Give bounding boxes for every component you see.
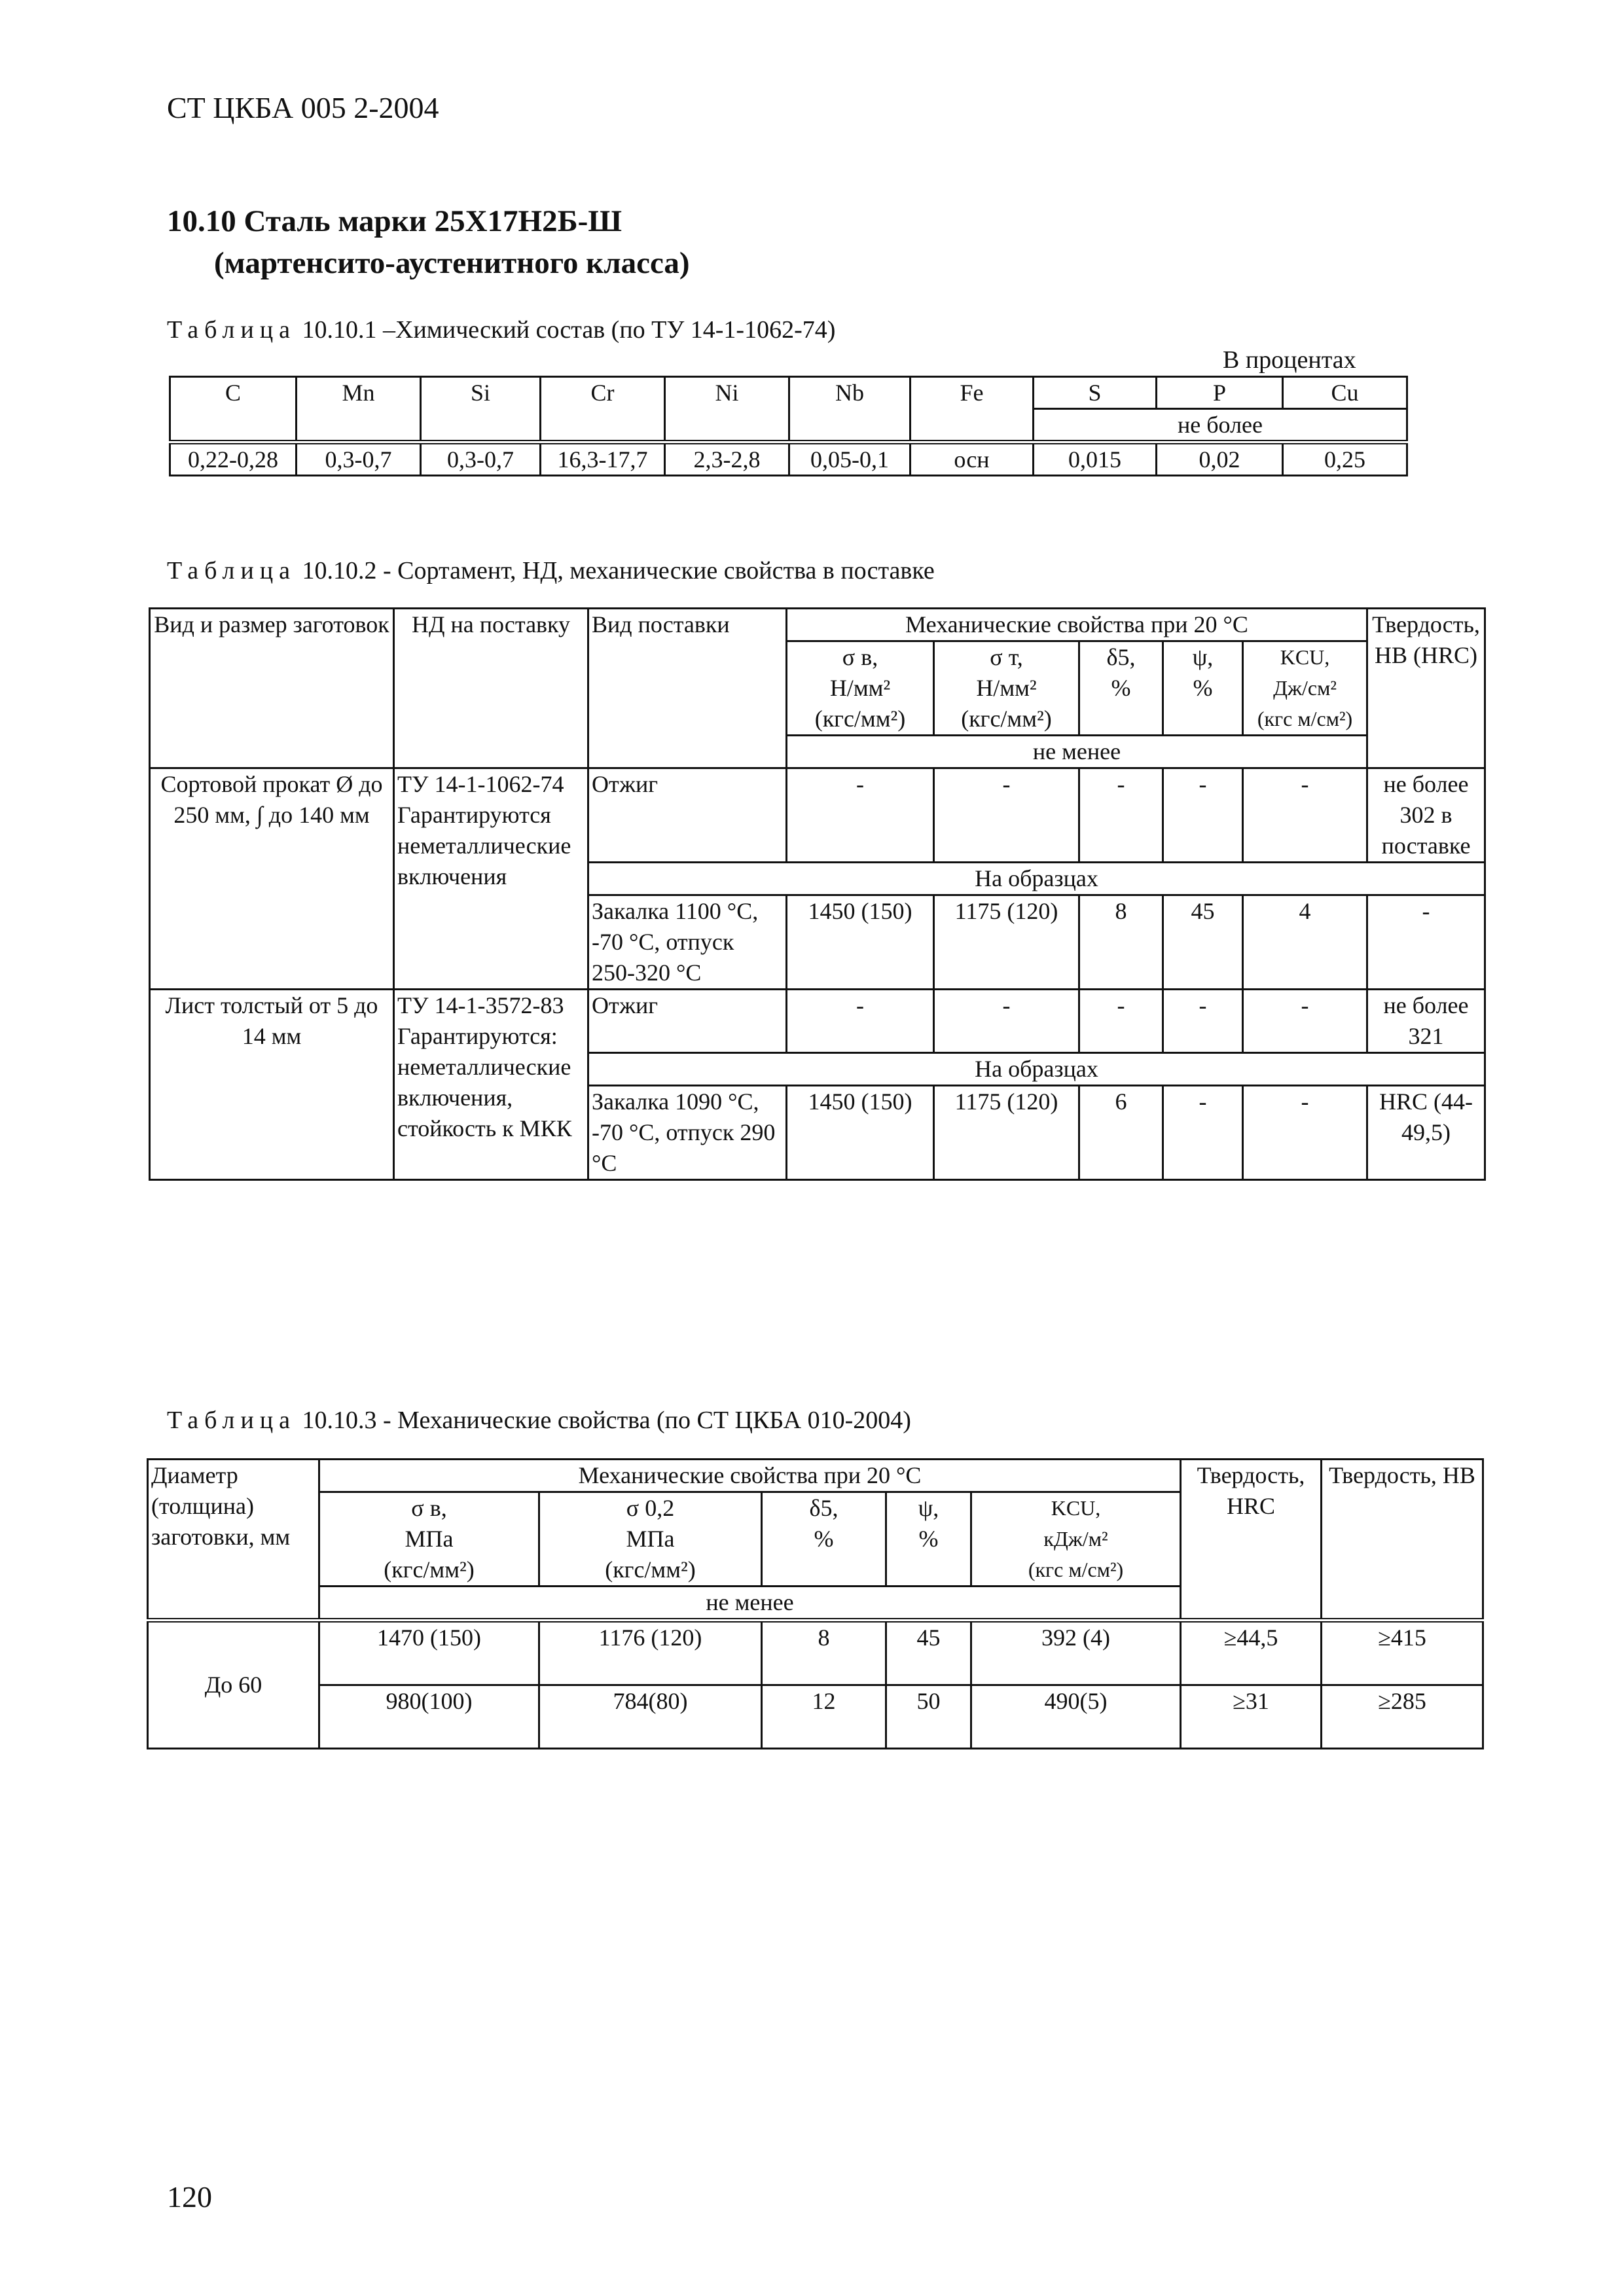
value-cell: - [787,768,934,863]
value-cell: - [934,990,1079,1053]
blank-type-header: Вид и размер заготовок [150,609,394,768]
sigma-b-header: σ в, МПа (кгс/мм²) [319,1492,539,1587]
table1-caption: Таблица 10.10.1 –Химический состав (по ТУ 14-1-1062-74) [167,316,836,344]
value-cell: - [1163,1086,1243,1180]
value-cell: ≥44,5 [1181,1621,1322,1685]
limit-note: не более [1034,409,1407,442]
psi-header: ψ, % [1163,641,1243,736]
nd-cell: ТУ 14-1-3572-83 Гарантируются: неметаллические включения, стойкость к МКК [394,990,588,1180]
assortment-mechanical-table [149,607,1486,1181]
header-cu: Cu [1283,377,1407,409]
value-cell: - [1243,990,1367,1053]
delta-header: δ5, % [1079,641,1163,736]
value-cell: 784(80) [539,1685,762,1749]
value-cell: 45 [886,1621,971,1685]
value-cu: 0,25 [1283,442,1407,476]
diameter-header: Диаметр (толщина) заготовки, мм [148,1460,319,1621]
delta-header: δ5, % [762,1492,886,1587]
value-cell: ≥285 [1322,1685,1483,1749]
value-cell: - [1079,990,1163,1053]
value-cell: 50 [886,1685,971,1749]
header-nb: Nb [789,377,911,442]
sigma-02-header: σ 0,2 МПа (кгс/мм²) [539,1492,762,1587]
blank-type-cell: Сортовой прокат Ø до 250 мм, ∫ до 140 мм [150,768,394,990]
hrc-header: Твердость, HRC [1181,1460,1322,1621]
table3-caption: Таблица 10.10.3 - Механические свойства (по СТ ЦКБА 010-2004) [167,1407,911,1434]
section-title-main: 10.10 Сталь марки 25Х17Н2Б-Ш [167,204,622,238]
hardness-header: Твердость, НВ (HRC) [1367,609,1485,768]
value-cell: 1176 (120) [539,1621,762,1685]
section-title-sub: (мартенсито-аустенитного класса) [214,246,690,280]
value-p: 0,02 [1157,442,1283,476]
hardness-cell: - [1367,895,1485,990]
table-row [150,768,1485,863]
value-cell: 490(5) [971,1685,1181,1749]
mech-props-header: Механические свойства при 20 °С [787,609,1367,641]
page-number: 120 [167,2180,212,2214]
value-cell: 45 [1163,895,1243,990]
value-c: 0,22-0,28 [170,442,297,476]
hardness-cell: HRC (44-49,5) [1367,1086,1485,1180]
delivery-cell: Закалка 1090 °С, -70 °С, отпуск 290 °С [588,1086,787,1180]
value-cell: - [787,990,934,1053]
value-cell: - [934,768,1079,863]
value-cell: 1450 (150) [787,1086,934,1180]
value-cell: 1175 (120) [934,895,1079,990]
kcu-header: KCU, кДж/м² (кгс м/см²) [971,1492,1181,1587]
value-cell: 1470 (150) [319,1621,539,1685]
delivery-cell: Отжиг [588,768,787,863]
value-cell: 1175 (120) [934,1086,1079,1180]
header-c: C [170,377,297,442]
hb-header: Твердость, НВ [1322,1460,1483,1621]
value-cell: 12 [762,1685,886,1749]
header-mn: Mn [297,377,421,442]
delivery-cell: Отжиг [588,990,787,1053]
sigma-t-header: σ т, Н/мм² (кгс/мм²) [934,641,1079,736]
value-cell: 8 [762,1621,886,1685]
chemical-composition-table [169,376,1408,476]
value-cell: 6 [1079,1086,1163,1180]
header-fe: Fe [911,377,1034,442]
header-si: Si [421,377,541,442]
header-ni: Ni [665,377,789,442]
value-fe: осн [911,442,1034,476]
value-cell: - [1243,768,1367,863]
specimen-note: На образцах [588,863,1485,895]
specimen-note: На образцах [588,1053,1485,1086]
section-title [167,200,690,284]
nd-cell: ТУ 14-1-1062-74 Гарантируются неметаллические включения [394,768,588,990]
value-ni: 2,3-2,8 [665,442,789,476]
delivery-header: Вид поставки [588,609,787,768]
document-id: СТ ЦКБА 005 2-2004 [167,91,439,124]
hardness-cell: не более 302 в поставке [1367,768,1485,863]
value-cell: 4 [1243,895,1367,990]
value-cell: - [1163,768,1243,863]
value-si: 0,3-0,7 [421,442,541,476]
mech-props-header: Механические свойства при 20 °С [319,1460,1181,1492]
value-cell: - [1079,768,1163,863]
value-cell: 8 [1079,895,1163,990]
min-note: не менее [787,736,1367,768]
header-s: S [1034,377,1157,409]
value-cell: - [1243,1086,1367,1180]
value-cell: 1450 (150) [787,895,934,990]
psi-header: ψ, % [886,1492,971,1587]
value-cr: 16,3-17,7 [541,442,665,476]
value-mn: 0,3-0,7 [297,442,421,476]
table-row [148,1621,1483,1685]
value-cell: ≥415 [1322,1621,1483,1685]
value-cell: - [1163,990,1243,1053]
diameter-cell: До 60 [148,1621,319,1749]
min-note: не менее [319,1587,1181,1621]
value-nb: 0,05-0,1 [789,442,911,476]
value-cell: 980(100) [319,1685,539,1749]
delivery-cell: Закалка 1100 °С, -70 °С, отпуск 250-320 °С [588,895,787,990]
kcu-header: KCU, Дж/см² (кгс м/см²) [1243,641,1367,736]
hardness-cell: не более 321 [1367,990,1485,1053]
sigma-b-header: σ в, Н/мм² (кгс/мм²) [787,641,934,736]
header-cr: Cr [541,377,665,442]
blank-type-cell: Лист толстый от 5 до 14 мм [150,990,394,1180]
value-cell: 392 (4) [971,1621,1181,1685]
nd-header: НД на поставку [394,609,588,768]
value-s: 0,015 [1034,442,1157,476]
mechanical-properties-table [147,1458,1484,1749]
table2-caption: Таблица 10.10.2 - Сортамент, НД, механические свойства в поставке [167,557,935,584]
header-p: P [1157,377,1283,409]
table-row [148,1685,1483,1749]
table1-unit-note: В процентах [1223,346,1356,374]
value-cell: ≥31 [1181,1685,1322,1749]
table-row [150,990,1485,1053]
